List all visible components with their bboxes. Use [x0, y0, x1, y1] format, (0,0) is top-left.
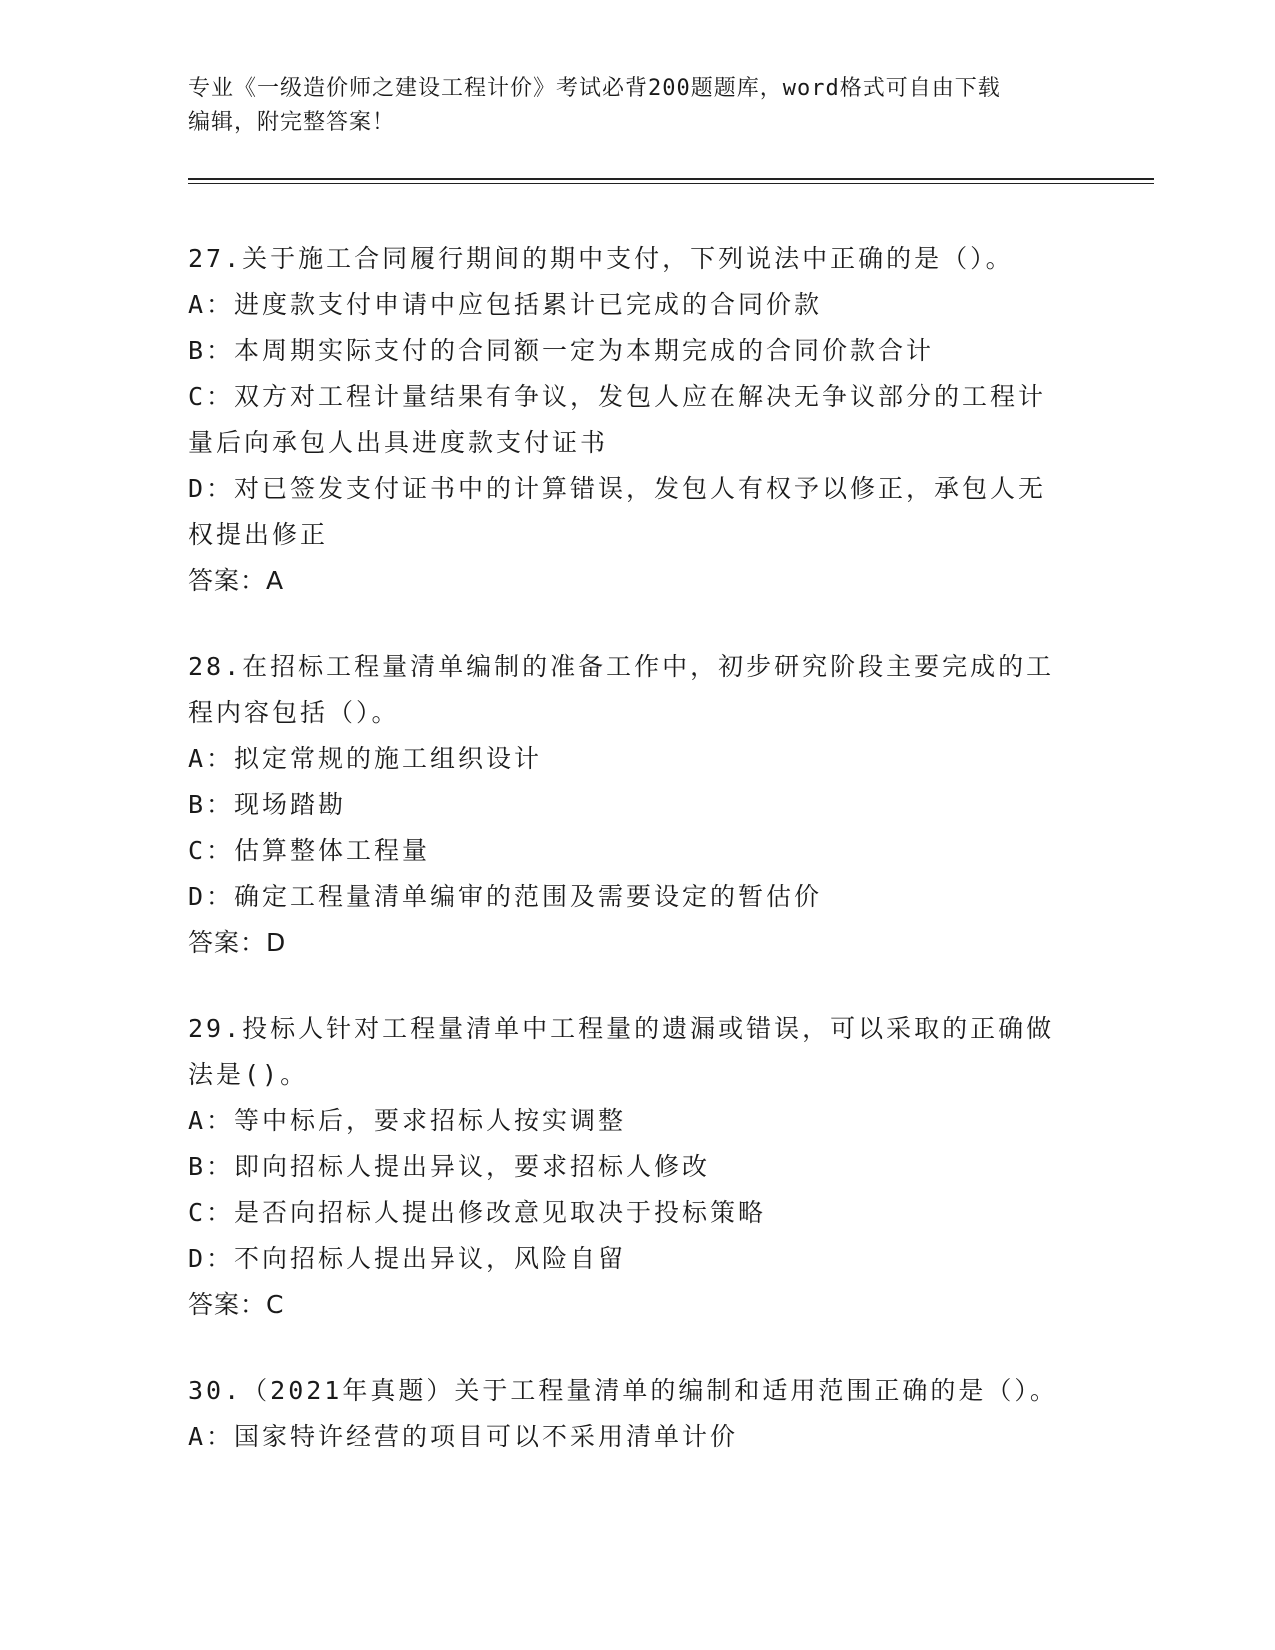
option-b: B：即向招标人提出异议，要求招标人修改	[188, 1152, 711, 1181]
question-item	[188, 1006, 1088, 1328]
option-d: D：对已签发支付证书中的计算错误，发包人有权予以修正，承包人无	[188, 474, 1047, 503]
question-stem-continued: 法是()。	[188, 1060, 309, 1089]
question-stem: 28.在招标工程量清单编制的准备工作中，初步研究阶段主要完成的工	[188, 652, 1055, 681]
option-a: A：拟定常规的施工组织设计	[188, 744, 543, 773]
answer-key: 答案：C	[188, 1290, 285, 1319]
header-line: 专业《一级造价师之建设工程计价》考试必背200题题库，word格式可自由下载	[188, 76, 1001, 101]
option-c-continued: 量后向承包人出具进度款支付证书	[188, 428, 609, 457]
option-a: A：进度款支付申请中应包括累计已完成的合同价款	[188, 290, 823, 319]
option-d: D：不向招标人提出异议，风险自留	[188, 1244, 627, 1273]
document-header	[188, 72, 1088, 140]
answer-key: 答案：A	[188, 566, 285, 595]
option-a: A：等中标后，要求招标人按实调整	[188, 1106, 627, 1135]
option-d-continued: 权提出修正	[188, 520, 329, 549]
question-item	[188, 1368, 1088, 1460]
question-stem: 29.投标人针对工程量清单中工程量的遗漏或错误，可以采取的正确做	[188, 1014, 1055, 1043]
question-stem-continued: 程内容包括（）。	[188, 698, 400, 727]
header-divider	[188, 178, 1154, 180]
option-b: B：现场踏勘	[188, 790, 347, 819]
question-stem: 27.关于施工合同履行期间的期中支付，下列说法中正确的是（）。	[188, 244, 1014, 273]
header-line: 编辑，附完整答案！	[188, 110, 396, 135]
question-list	[188, 236, 1088, 1500]
option-a: A：国家特许经营的项目可以不采用清单计价	[188, 1422, 739, 1451]
option-c: C：是否向招标人提出修改意见取决于投标策略	[188, 1198, 767, 1227]
option-d: D：确定工程量清单编审的范围及需要设定的暂估价	[188, 882, 823, 911]
question-item	[188, 644, 1088, 966]
answer-key: 答案：D	[188, 928, 287, 957]
header-divider	[188, 183, 1154, 184]
option-b: B：本周期实际支付的合同额一定为本期完成的合同价款合计	[188, 336, 935, 365]
option-c: C：估算整体工程量	[188, 836, 431, 865]
option-c: C：双方对工程计量结果有争议，发包人应在解决无争议部分的工程计	[188, 382, 1047, 411]
question-item	[188, 236, 1088, 604]
question-stem: 30.（2021年真题）关于工程量清单的编制和适用范围正确的是（）。	[188, 1376, 1058, 1405]
